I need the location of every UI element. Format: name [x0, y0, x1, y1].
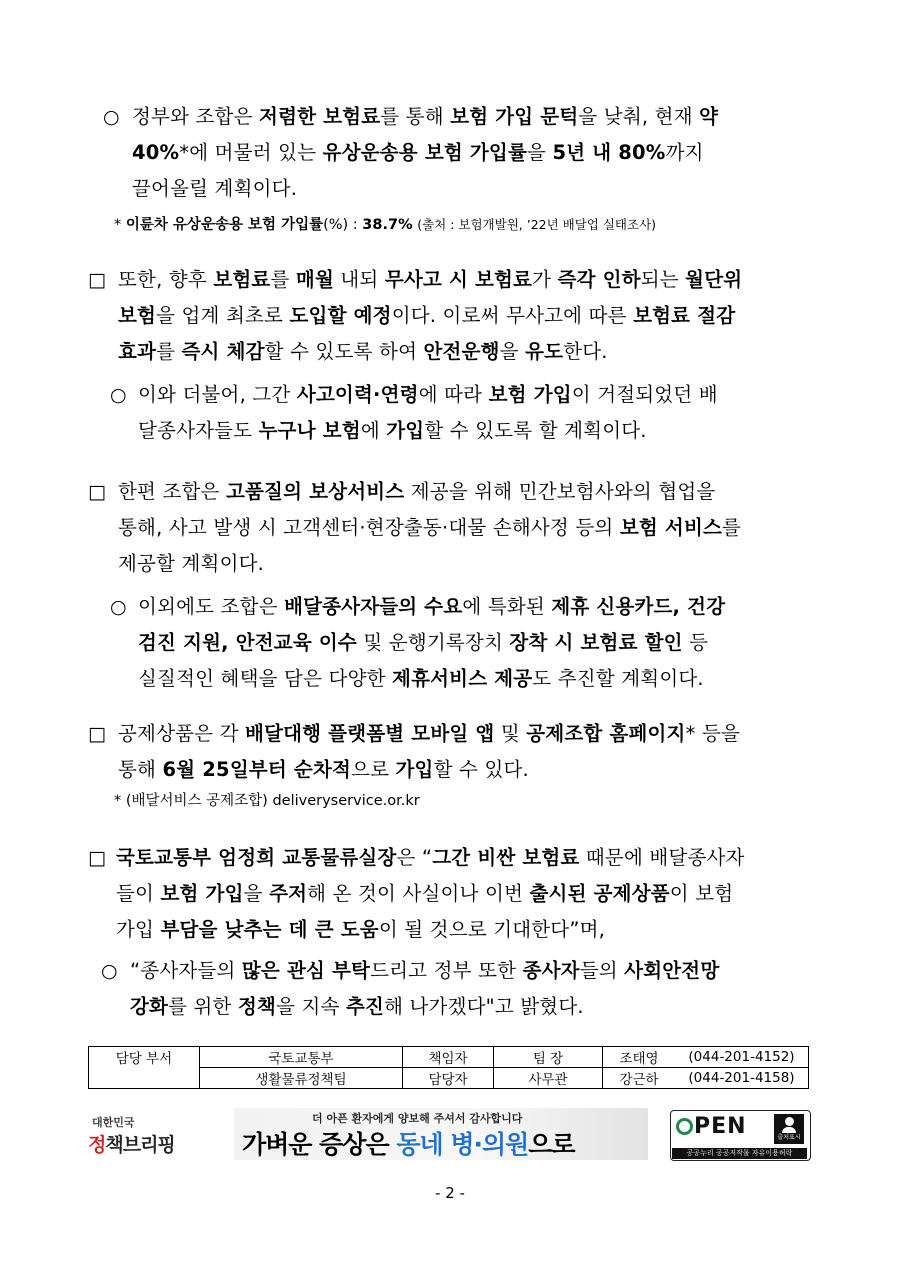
emphasis-text: 보험 가입 문턱 [450, 105, 579, 128]
role-staff: 담당자 [403, 1068, 494, 1089]
paragraph-5 [138, 589, 818, 697]
p4-line3: 제공할 계획이다. [118, 552, 265, 575]
footnote-website: * (배달서비스 공제조합) deliveryservice.or.kr [114, 793, 420, 809]
body-text: 들의 [579, 959, 625, 982]
p2-line3 [118, 334, 818, 370]
p3-line1 [138, 377, 818, 413]
body-text: 때문에 배달종사자 [579, 846, 745, 869]
name-staff: 강근하 [603, 1068, 676, 1089]
bullet-square: □ [88, 723, 106, 745]
body-text: 에 따라 [418, 383, 489, 406]
emphasis-text: 보험 가입 [160, 882, 244, 905]
body-text: 공제상품은 각 [118, 722, 246, 745]
body-text: 가입 [116, 918, 161, 941]
body-text: 를 [156, 340, 182, 363]
title-staff: 사무관 [494, 1068, 603, 1089]
body-text: 가 [532, 268, 558, 291]
emphasis-text: 그간 비싼 보험료 [432, 846, 580, 869]
body-text: 으로 [351, 758, 396, 781]
phone-staff: (044-201-4158) [675, 1068, 809, 1089]
emphasis-text: 추진 [346, 995, 385, 1018]
body-text: 정부와 조합은 [132, 105, 260, 128]
p5-line2 [138, 625, 818, 661]
bullet-square: □ [88, 269, 106, 291]
body-text: 또한, 향후 [118, 268, 214, 291]
p1-line2 [132, 135, 822, 171]
page-number: - 2 - [435, 1184, 465, 1202]
bullet-circle: ○ [110, 596, 127, 618]
emphasis-text: 검진 지원, 안전교육 이수 [138, 631, 357, 654]
dept-name: 국토교통부 [200, 1047, 403, 1068]
p1-line1 [132, 99, 822, 135]
body-text: 해 나가겠다"고 밝혔다. [384, 995, 584, 1018]
p7-line3 [116, 912, 820, 948]
body-text: 들이 [116, 882, 161, 905]
emphasis-text: 5년 내 80% [552, 141, 666, 164]
note-value: 38.7% [362, 217, 413, 233]
emphasis-text: 안전운행 [423, 340, 500, 363]
p6-line2 [118, 752, 818, 788]
body-text: 을 [243, 882, 270, 905]
note-source: (출처 : 보험개발원, ’22년 배달업 실태조사) [417, 217, 657, 232]
emphasis-text: 즉각 인하 [557, 268, 641, 291]
body-text: 를 통해 [380, 105, 451, 128]
body-text: 할 수 있도록 할 계획이다. [424, 419, 647, 442]
emphasis-text: 공제조합 홈페이지 [526, 722, 686, 745]
policy-briefing-logo: 대한민국 정책브리핑 [88, 1108, 198, 1160]
contact-table [88, 1046, 809, 1089]
brand-rest: 책브리핑 [105, 1134, 175, 1156]
body-text: 도 추진할 계획이다. [532, 667, 704, 690]
body-text: * 등을 [685, 722, 741, 745]
emphasis-text: 보험료 절감 [633, 304, 736, 327]
emphasis-text: 강화 [130, 995, 169, 1018]
p3-line2 [138, 413, 818, 449]
body-text: 을 낮춰, 현재 [578, 105, 700, 128]
body-text: * [179, 141, 190, 164]
emphasis-text: 부담을 낮추는 데 큰 도움 [160, 918, 379, 941]
body-text: 를 [270, 268, 296, 291]
body-text: 은 “ [396, 846, 433, 869]
body-text: 이다. 이로써 무사고에 따른 [391, 304, 634, 327]
body-text: 등 [682, 631, 709, 654]
title-lead: 팀 장 [494, 1047, 603, 1068]
body-text: “종사자들의 [130, 959, 242, 982]
emphasis-text: 약 [699, 105, 719, 128]
emphasis-text: 40% [132, 141, 180, 164]
body-text: 드리고 정부 또한 [370, 959, 523, 982]
emphasis-text: 무사고 시 보험료 [384, 268, 533, 291]
emphasis-text: 보험 [118, 304, 157, 327]
p8-line2 [130, 989, 820, 1025]
body-text: 한다. [563, 340, 608, 363]
emphasis-text: 보험 서비스 [619, 516, 723, 539]
body-text: 을 [499, 340, 526, 363]
open-text [676, 1114, 747, 1139]
body-text: 이와 더불어, 그간 [138, 383, 297, 406]
emphasis-text: 국토교통부 엄정희 교통물류실장 [116, 846, 397, 869]
body-text: 을 업계 최초로 [156, 304, 290, 327]
emphasis-text: 저렴한 보험료 [259, 105, 381, 128]
emphasis-text: 가입 [395, 758, 434, 781]
bullet-circle: ○ [103, 106, 120, 128]
name-lead: 조태영 [603, 1047, 676, 1068]
body-text: 에 특화된 [462, 595, 552, 618]
p2-line1 [118, 262, 818, 298]
bullet-circle: ○ [110, 384, 127, 406]
emphasis-text: 출시된 공제상품 [529, 882, 670, 905]
bullet-circle: ○ [101, 960, 118, 982]
note-bold-label: 이륜차 유상운송용 보험 가입률 [125, 217, 324, 233]
paragraph-2 [118, 262, 818, 370]
p5-line3 [138, 661, 818, 697]
emphasis-text: 도입할 예정 [289, 304, 392, 327]
open-license-badge [670, 1110, 810, 1160]
p5-line1 [138, 589, 818, 625]
body-text: 에 머물러 있는 [189, 141, 323, 164]
body-text: 해 온 것이 사실이나 이번 [307, 882, 530, 905]
body-text: 할 수 있도록 하여 [264, 340, 424, 363]
emphasis-text: 제휴서비스 제공 [392, 667, 533, 690]
body-text: 를 위한 [168, 995, 238, 1018]
team-name: 생활물류정책팀 [200, 1068, 403, 1089]
brand-text [88, 1130, 198, 1157]
emphasis-text: 6월 25일부터 순차적 [162, 758, 352, 781]
paragraph-6 [118, 716, 818, 788]
p7-line1 [116, 840, 820, 876]
campaign-title: 가벼운 증상은 동네 병·의원으로 [242, 1130, 575, 1159]
footnote-insurance-rate: * 이륜차 유상운송용 보험 가입률(%) : 38.7% (출처 : 보험개발원, ’22년 배달업 실태조사) [114, 217, 657, 233]
dept-label: 담당 부서 [89, 1047, 200, 1089]
open-license-caption: 공공누리 공공저작물 자유이용허락 [672, 1148, 807, 1159]
emphasis-text: 제휴 신용카드, 건강 [551, 595, 726, 618]
body-text: 되는 [640, 268, 686, 291]
body-text: 한편 조합은 [118, 480, 226, 503]
emphasis-text: 유상운송용 보험 가입률 [322, 141, 528, 164]
p6-line1 [118, 716, 818, 752]
body-text: 실질적인 혜택을 담은 다양한 [138, 667, 393, 690]
emphasis-text: 사회안전망 [624, 959, 720, 982]
body-text: 이 될 것으로 기대한다”며, [378, 918, 606, 941]
emphasis-text: 가입 [386, 419, 425, 442]
body-text: 를 [722, 516, 742, 539]
body-text: 이외에도 조합은 [138, 595, 285, 618]
emphasis-text: 고품질의 보상서비스 [225, 480, 405, 503]
emphasis-text: 주저 [269, 882, 308, 905]
role-lead: 책임자 [403, 1047, 494, 1068]
bullet-square: □ [88, 481, 106, 503]
body-text: 달종사자들도 [138, 419, 259, 442]
body-text: 내되 [333, 268, 385, 291]
p8-line1 [130, 953, 820, 989]
emphasis-text: 사고이력·연령 [296, 383, 419, 406]
emphasis-text: 즉시 체감 [181, 340, 265, 363]
paragraph-3 [138, 377, 818, 449]
paragraph-4 [118, 474, 818, 582]
paragraph-8 [130, 953, 820, 1025]
brand-first-char: 정 [88, 1134, 106, 1156]
body-text: 통해, 사고 발생 시 고객센터·현장출동·대물 손해사정 등의 [118, 516, 620, 539]
body-text: 을 [527, 141, 553, 164]
p2-line2 [118, 298, 818, 334]
p4-line2 [118, 510, 818, 546]
emphasis-text: 많은 관심 부탁 [241, 959, 371, 982]
phone-lead: (044-201-4152) [675, 1047, 809, 1068]
emphasis-text: 보험료 [213, 268, 271, 291]
body-text: 제공을 위해 민간보험사와의 협업을 [404, 480, 716, 503]
p1-line3: 끌어올릴 계획이다. [132, 177, 298, 200]
emphasis-text: 종사자 [522, 959, 580, 982]
paragraph-1 [132, 99, 822, 207]
body-text: 을 지속 [276, 995, 346, 1018]
p7-line2 [116, 876, 820, 912]
emphasis-text: 배달대행 플랫폼별 모바일 앱 [245, 722, 495, 745]
paragraph-7 [116, 840, 820, 948]
p4-line1 [118, 474, 818, 510]
body-text: 이 보험 [669, 882, 734, 905]
emphasis-text: 유도 [525, 340, 564, 363]
campaign-subtitle: 더 아픈 환자에게 양보해 주셔서 감사합니다 [312, 1112, 523, 1125]
body-text: 할 수 있다. [433, 758, 529, 781]
body-text: 통해 [118, 758, 163, 781]
body-text: 까지 [665, 141, 704, 164]
emphasis-text: 효과 [118, 340, 157, 363]
emphasis-text: 월단위 [685, 268, 743, 291]
body-text: 및 [494, 722, 527, 745]
emphasis-text: 누구나 보험 [258, 419, 361, 442]
emphasis-text: 장착 시 보험료 할인 [509, 631, 683, 654]
body-text: 이 거절되었던 배 [571, 383, 718, 406]
attribution-icon: 출처표시 [774, 1114, 804, 1144]
campaign-title-highlight: 동네 병·의원 [396, 1130, 529, 1159]
emphasis-text: 보험 가입 [488, 383, 572, 406]
emphasis-text: 정책 [238, 995, 277, 1018]
body-text: 에 [360, 419, 387, 442]
emphasis-text: 배달종사자들의 수요 [284, 595, 463, 618]
open-o-icon [676, 1118, 693, 1135]
bullet-square: □ [88, 847, 106, 869]
emphasis-text: 매월 [295, 268, 334, 291]
body-text: 및 운행기록장치 [356, 631, 510, 654]
campaign-banner [234, 1108, 648, 1160]
open-rest: PEN [694, 1114, 747, 1139]
